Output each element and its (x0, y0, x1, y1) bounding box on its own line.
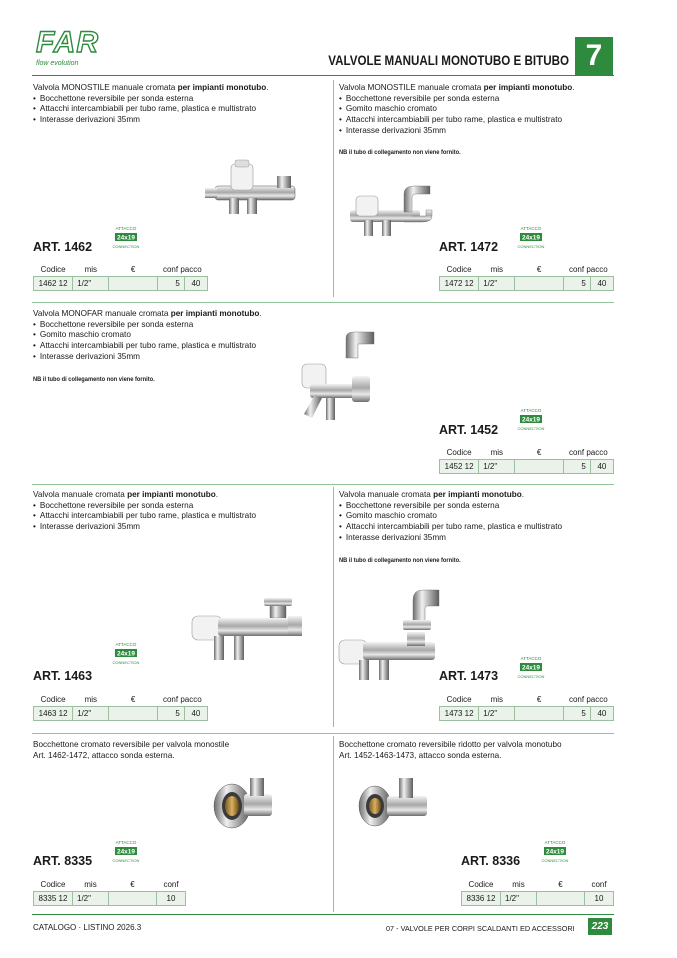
valve-image (296, 328, 386, 430)
svg-text:CONNECTION: CONNECTION (541, 858, 569, 863)
bullet-item: • Interasse derivazioni 35mm (41, 352, 333, 363)
footer-section: 07 - VALVOLE PER CORPI SCALDANTI ED ACCESSORI (386, 924, 575, 933)
note-text: NB il tubo di collegamento non viene fornito. (339, 557, 461, 564)
fitting-image (355, 772, 435, 834)
svg-text:ATTACCO: ATTACCO (544, 840, 566, 845)
svg-text:24x19: 24x19 (521, 664, 541, 672)
note-text: NB il tubo di collegamento non viene fornito. (33, 376, 155, 383)
svg-text:24x19: 24x19 (521, 416, 541, 424)
svg-text:ATTACCO: ATTACCO (115, 642, 137, 647)
page-title: VALVOLE MANUALI MONOTUBO E BITUBO (328, 53, 569, 68)
valve-image (205, 158, 305, 220)
bullet-item: • Interasse derivazioni 35mm (347, 533, 619, 544)
connection-badge (111, 638, 141, 668)
product-description: Valvola manuale cromata per impianti monotubo. • Bocchettone reversibile per sonda esterna • Gomito maschio cromato • Attacchi intercambiabili per tubo rame, plastica e multistrato • Interasse derivazioni 35mm (339, 490, 619, 544)
bullet-item: • Gomito maschio cromato (41, 330, 333, 341)
bullet-item: • Bocchettone reversibile per sonda esterna (41, 501, 328, 512)
svg-text:ATTACCO: ATTACCO (115, 226, 137, 231)
product-description: Bocchettone cromato reversibile ridotto per valvola monotubo Art. 1452-1463-1473, attacco sonda esterna. (339, 740, 562, 760)
price-table: Codice mis € conf 8336 12 1/2" 10 (461, 877, 614, 906)
article-number: ART. 8336 (461, 854, 521, 868)
product-description: Valvola MONOSTILE manuale cromata per impianti monotubo. • Bocchettone reversibile per sonda esterna • Gomito maschio cromato • Attacchi intercambiabili per tubo rame, plastica e multistrato • Interasse derivazioni 35mm (339, 83, 619, 137)
connection-badge (111, 222, 141, 252)
bullet-item: • Gomito maschio cromato (347, 104, 619, 115)
price-table: Codice mis € conf 8335 12 1/2" 10 (33, 877, 186, 906)
fitting-image (208, 774, 278, 834)
article-number: ART. 1462 (33, 240, 93, 254)
svg-text:24x19: 24x19 (116, 848, 136, 856)
svg-text:CONNECTION: CONNECTION (112, 244, 140, 249)
article-number: ART. 1473 (439, 669, 499, 683)
section-divider (32, 302, 614, 303)
bullet-item: • Bocchettone reversibile per sonda esterna (347, 94, 619, 105)
price-table: Codice mis € conf pacco 1463 12 1/2" 5 40 (33, 692, 208, 721)
column-divider (333, 80, 334, 297)
bullet-item: • Attacchi intercambiabili per tubo rame, plastica e multistrato (41, 104, 328, 115)
footer-catalog: CATALOGO · LISTINO 2026.3 (33, 923, 142, 932)
price-table: Codice mis € conf pacco 1473 12 1/2" 5 40 (439, 692, 614, 721)
svg-text:ATTACCO: ATTACCO (520, 226, 542, 231)
logo-tagline: flow evolution (36, 60, 79, 67)
bullet-item: • Attacchi intercambiabili per tubo rame, plastica e multistrato (347, 522, 619, 533)
column-divider (333, 487, 334, 727)
logo-text: FAR (36, 26, 99, 59)
connection-badge (540, 836, 570, 866)
product-description: Bocchettone cromato reversibile per valvola monostile Art. 1462-1472, attacco sonda esterna. (33, 740, 230, 760)
article-number: ART. 1463 (33, 669, 93, 683)
svg-text:ATTACCO: ATTACCO (520, 656, 542, 661)
chapter-number: 7 (575, 37, 613, 75)
svg-text:ATTACCO: ATTACCO (115, 840, 137, 845)
connection-badge (516, 652, 546, 682)
section-divider (32, 733, 614, 734)
column-divider (333, 736, 334, 912)
svg-text:24x19: 24x19 (116, 650, 136, 658)
bullet-item: • Attacchi intercambiabili per tubo rame, plastica e multistrato (41, 341, 333, 352)
valve-image (342, 180, 442, 245)
bullet-item: • Gomito maschio cromato (347, 511, 619, 522)
svg-text:24x19: 24x19 (545, 848, 565, 856)
article-number: ART. 1472 (439, 240, 499, 254)
bullet-item: • Attacchi intercambiabili per tubo rame, plastica e multistrato (41, 511, 328, 522)
svg-text:CONNECTION: CONNECTION (517, 244, 545, 249)
header-divider (32, 75, 614, 76)
article-number: ART. 1452 (439, 423, 499, 437)
bullet-item: • Attacchi intercambiabili per tubo rame, plastica e multistrato (347, 115, 619, 126)
svg-text:24x19: 24x19 (116, 234, 136, 242)
bullet-item: • Interasse derivazioni 35mm (41, 115, 328, 126)
bullet-item: • Bocchettone reversibile per sonda esterna (41, 94, 328, 105)
bullet-item: • Bocchettone reversibile per sonda esterna (347, 501, 619, 512)
svg-text:CONNECTION: CONNECTION (517, 426, 545, 431)
page-number: 223 (588, 918, 612, 935)
valve-image (190, 596, 305, 664)
svg-text:24x19: 24x19 (521, 234, 541, 242)
price-table: Codice mis € conf pacco 1452 12 1/2" 5 40 (439, 445, 614, 474)
valve-image (337, 584, 449, 684)
bullet-item: • Interasse derivazioni 35mm (347, 126, 619, 137)
bullet-item: • Interasse derivazioni 35mm (41, 522, 328, 533)
connection-badge (111, 836, 141, 866)
product-description: Valvola MONOFAR manuale cromata per impianti monotubo. • Bocchettone reversibile per sonda esterna • Gomito maschio cromato • Attacchi intercambiabili per tubo rame, plastica e multistrato • Interasse derivazioni 35mm (33, 309, 333, 363)
svg-text:ATTACCO: ATTACCO (520, 408, 542, 413)
footer-divider (32, 914, 614, 915)
note-text: NB il tubo di collegamento non viene fornito. (339, 149, 461, 156)
section-divider (32, 484, 614, 485)
connection-badge (516, 404, 546, 434)
product-description: Valvola MONOSTILE manuale cromata per impianti monotubo. • Bocchettone reversibile per sonda esterna • Attacchi intercambiabili per tubo rame, plastica e multistrato • Interasse derivazioni 35mm (33, 83, 328, 126)
connection-badge (516, 222, 546, 252)
svg-text:CONNECTION: CONNECTION (112, 858, 140, 863)
article-number: ART. 8335 (33, 854, 93, 868)
svg-text:CONNECTION: CONNECTION (112, 660, 140, 665)
bullet-item: • Bocchettone reversibile per sonda esterna (41, 320, 333, 331)
product-description: Valvola manuale cromata per impianti monotubo. • Bocchettone reversibile per sonda esterna • Attacchi intercambiabili per tubo rame, plastica e multistrato • Interasse derivazioni 35mm (33, 490, 328, 533)
svg-text:CONNECTION: CONNECTION (517, 674, 545, 679)
price-table: Codice mis € conf pacco 1462 12 1/2" 5 40 (33, 262, 208, 291)
price-table: Codice mis € conf pacco 1472 12 1/2" 5 40 (439, 262, 614, 291)
